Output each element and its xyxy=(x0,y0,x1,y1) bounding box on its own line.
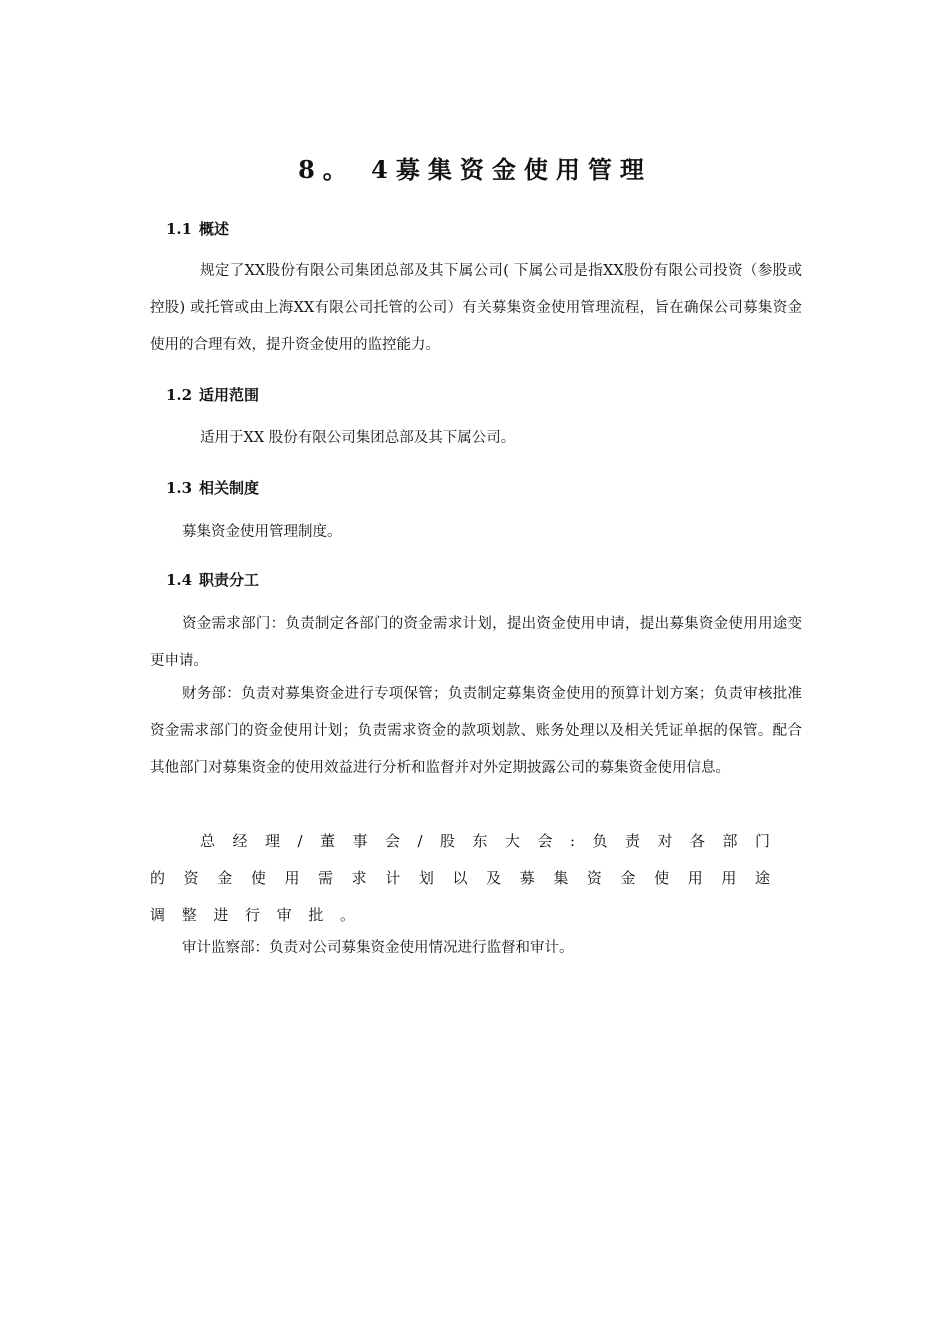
section-number: 1.3 xyxy=(166,479,193,497)
section-number: 1.1 xyxy=(166,220,193,238)
document-title: 8。 4募集资金使用管理 xyxy=(298,155,652,184)
section-heading-responsibilities xyxy=(166,569,259,590)
responsibility-audit-dept: 审计监察部：负责对公司募集资金使用情况进行监督和审计。 xyxy=(182,940,574,956)
section-number: 1.4 xyxy=(166,571,193,589)
section-heading-related-rules xyxy=(166,477,259,498)
responsibility-gm-board-line-1: 总经理/董事会/股东大会:负责对各部门 xyxy=(200,832,770,850)
responsibility-demand-dept: 资金需求部门：负责制定各部门的资金需求计划，提出资金使用申请，提出募集资金使用用途变更申请。 xyxy=(150,616,802,669)
scope-paragraph: 适用于XX 股份有限公司集团总部及其下属公司。 xyxy=(200,430,516,446)
section-title: 概述 xyxy=(199,220,230,238)
responsibility-finance-dept: 财务部：负责对募集资金进行专项保管；负责制定募集资金使用的预算计划方案；负责审核批准资金需求部门的资金使用计划；负责需求资金的款项划款、账务处理以及相关凭证单据的保管。配合其他部门对募集资金的使用效益进行分析和监督并对外定期披露公司的募集资金使用信息。 xyxy=(150,686,802,776)
section-number: 1.2 xyxy=(166,386,193,404)
related-rules-paragraph: 募集资金使用管理制度。 xyxy=(182,524,342,540)
section-title: 适用范围 xyxy=(199,386,260,404)
responsibility-gm-board-line-3: 调整进行审批。 xyxy=(150,906,355,924)
section-title: 职责分工 xyxy=(199,571,260,589)
section-heading-overview xyxy=(166,218,229,239)
section-title: 相关制度 xyxy=(199,479,260,497)
responsibility-gm-board-line-2: 的资金使用需求计划以及募集资金使用用途 xyxy=(150,869,770,887)
section-heading-scope xyxy=(166,384,259,405)
overview-paragraph: 规定了XX股份有限公司集团总部及其下属公司( 下属公司是指XX股份有限公司投资（参股或控股) 或托管或由上海XX有限公司托管的公司）有关募集资金使用管理流程，旨在确保公司募集资金使用的合理有效，提升资金使用的监控能力。 xyxy=(150,263,802,353)
